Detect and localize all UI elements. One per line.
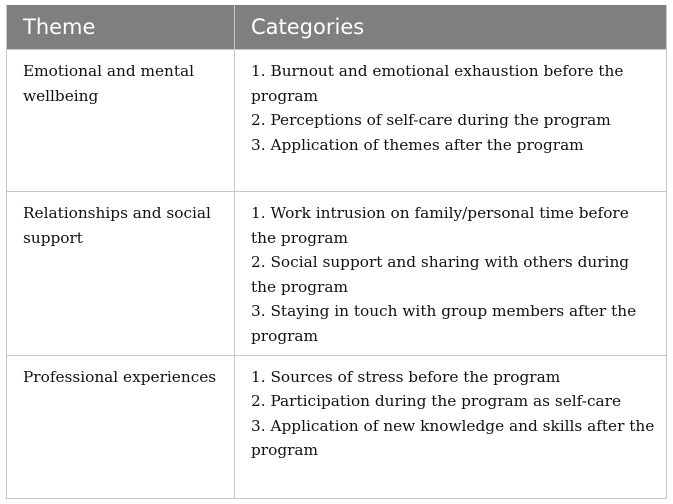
category-item: 3. Application of themes after the program	[251, 135, 584, 154]
category-item: 3. Staying in touch with group members after the program	[251, 302, 637, 345]
category-item: 2. Participation during the program as self-care	[251, 392, 622, 411]
categories-cell	[235, 50, 667, 192]
category-item: 3. Application of new knowledge and skills after the program	[251, 416, 655, 460]
header-categories: Categories	[235, 5, 667, 50]
header-theme: Theme	[7, 5, 235, 50]
table-header-row	[7, 5, 667, 50]
category-item: 1. Burnout and emotional exhaustion before the program	[251, 62, 624, 105]
category-item: 1. Work intrusion on family/personal time before the program	[251, 204, 629, 247]
table-row	[7, 50, 667, 192]
theme-cell: Emotional and mental wellbeing	[7, 50, 235, 192]
table-row	[7, 192, 667, 356]
category-item: 1. Sources of stress before the program	[251, 367, 561, 386]
theme-cell: Professional experiences	[7, 355, 235, 498]
table-row	[7, 355, 667, 498]
themes-table-container	[6, 5, 666, 499]
themes-table	[6, 5, 667, 499]
categories-cell	[235, 192, 667, 356]
category-item: 2. Social support and sharing with others during the program	[251, 253, 630, 296]
categories-cell	[235, 355, 667, 498]
theme-cell: Relationships and social support	[7, 192, 235, 356]
category-item: 2. Perceptions of self-care during the program	[251, 111, 611, 130]
